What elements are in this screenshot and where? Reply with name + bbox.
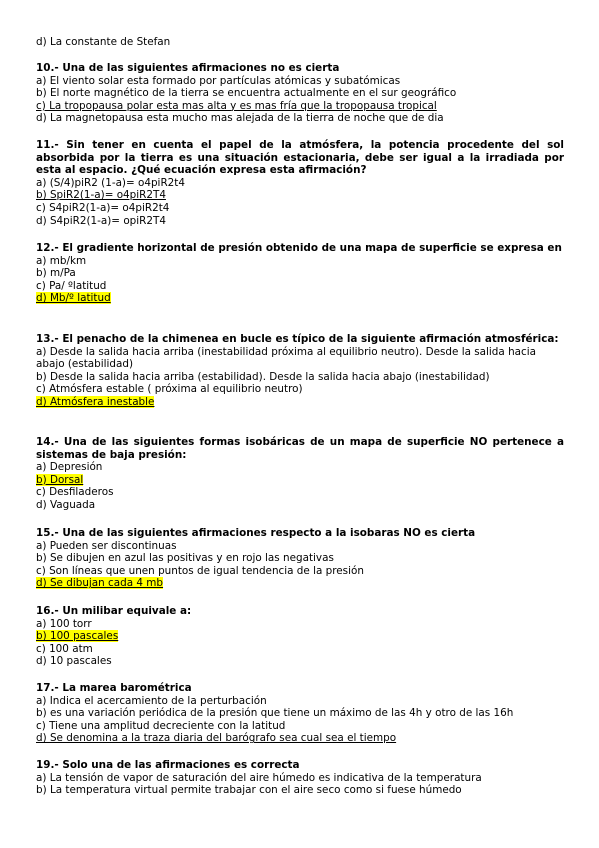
options-list — [36, 772, 564, 797]
option-a: a) (S/4)piR2 (1-a)= o4piR2t4 — [36, 176, 185, 189]
option-c: c) Desfiladeros — [36, 486, 114, 499]
options-list — [36, 346, 564, 409]
options-list — [36, 177, 564, 227]
option-c: c) Son líneas que unen puntos de igual tendencia de la presión — [36, 564, 364, 577]
question-title: 13.- El penacho de la chimenea en bucle es típico de la siguiente afirmación atmosférica: — [36, 333, 559, 345]
option-a: a) 100 torr — [36, 617, 92, 630]
option-b — [36, 474, 564, 487]
question-title: 17.- La marea barométrica — [36, 682, 192, 694]
option-d — [36, 396, 564, 409]
option-c: c) Atmósfera estable ( próxima al equilibrio neutro) — [36, 383, 303, 396]
question-14 — [36, 436, 564, 512]
option-d: d) La magnetopausa esta mucho mas alejada de la tierra de noche que de dia — [36, 112, 444, 125]
question-19 — [36, 759, 564, 797]
option-d — [36, 732, 564, 745]
option-b: b) La temperatura virtual permite trabajar con el aire seco como si fuese húmedo — [36, 784, 462, 797]
option-b — [36, 630, 564, 643]
correct-answer: d) Se dibujan cada 4 mb — [36, 577, 164, 590]
options-list — [36, 618, 564, 668]
option-c: c) Tiene una amplitud decreciente con la latitud — [36, 719, 286, 732]
option-a: a) Depresión — [36, 461, 103, 474]
correct-answer: c) La tropopausa polar esta mas alta y es mas fría que la tropopausa tropical — [36, 99, 437, 112]
correct-answer: b) 100 pascales — [36, 630, 119, 643]
option-d: d) Vaguada — [36, 498, 96, 511]
option-d — [36, 577, 564, 590]
question-title: 14.- Una de las siguientes formas isobáricas de un mapa de superficie NO pertenece a sistemas de baja presión: — [36, 436, 564, 461]
question-title: 19.- Solo una de las afirmaciones es correcta — [36, 759, 300, 771]
question-title: 15.- Una de las siguientes afirmaciones respecto a la isobaras NO es cierta — [36, 527, 476, 539]
option-b: b) Se dibujen en azul las positivas y en rojo las negativas — [36, 552, 334, 565]
correct-answer: b) Dorsal — [36, 473, 84, 486]
question-13 — [36, 333, 564, 409]
correct-answer: d) Mb/º latitud — [36, 292, 111, 305]
question-title: 16.- Un milibar equivale a: — [36, 605, 192, 617]
option-c: c) 100 atm — [36, 642, 93, 655]
option-b: b) es una variación periódica de la presión que tiene un máximo de las 4h y otro de las 16h — [36, 707, 514, 720]
question-title: 10.- Una de las siguientes afirmaciones no es cierta — [36, 62, 340, 74]
options-list — [36, 540, 564, 590]
option-a: a) El viento solar esta formado por partículas atómicas y subatómicas — [36, 74, 401, 87]
option-a: a) Desde la salida hacia arriba (inestabilidad próxima al equilibrio neutro). Desde la salida hacia abajo (estabilidad) — [36, 345, 536, 371]
correct-answer: d) Se denomina a la traza diaria del barógrafo sea cual sea el tiempo — [36, 732, 397, 745]
option-a: a) Indica el acercamiento de la perturbación — [36, 694, 267, 707]
options-list — [36, 255, 564, 305]
option-d — [36, 292, 564, 305]
option-a: a) mb/km — [36, 254, 87, 267]
question-11 — [36, 139, 564, 227]
question-12 — [36, 242, 564, 305]
question-15 — [36, 527, 564, 590]
option-d: d) 10 pascales — [36, 655, 112, 668]
option-d: d) S4piR2(1-a)= opiR2T4 — [36, 214, 166, 227]
options-list — [36, 75, 564, 125]
correct-answer: d) Atmósfera inestable — [36, 395, 155, 408]
option-b: b) m/Pa — [36, 267, 76, 280]
option-c: c) S4piR2(1-a)= o4piR2t4 — [36, 201, 170, 214]
question-16 — [36, 605, 564, 668]
option-b: b) El norte magnético de la tierra se encuentra actualmente en el sur geográfico — [36, 87, 457, 100]
question-title: 11.- Sin tener en cuenta el papel de la atmósfera, la potencia procedente del sol absorbida por la tierra es una situación estacionaria, debe ser igual a la irradiada por esta al espacio. ¿Qué ecuación expresa esta afirmación? — [36, 139, 564, 177]
option-b: b) Desde la salida hacia arriba (estabilidad). Desde la salida hacia abajo (inestabilidad) — [36, 370, 490, 383]
options-list — [36, 695, 564, 745]
option-b — [36, 189, 564, 202]
options-list — [36, 461, 564, 511]
option-a: a) La tensión de vapor de saturación del aire húmedo es indicativa de la temperatura — [36, 771, 482, 784]
question-10 — [36, 62, 564, 125]
option-c — [36, 100, 564, 113]
question-17 — [36, 682, 564, 745]
option-c: c) Pa/ ºlatitud — [36, 279, 107, 292]
question-title: 12.- El gradiente horizontal de presión obtenido de una mapa de superficie se expresa en — [36, 242, 562, 254]
lead-line: d) La constante de Stefan — [36, 36, 171, 48]
correct-answer: b) SpiR2(1-a)= o4piR2T4 — [36, 189, 166, 202]
option-a: a) Pueden ser discontinuas — [36, 539, 177, 552]
